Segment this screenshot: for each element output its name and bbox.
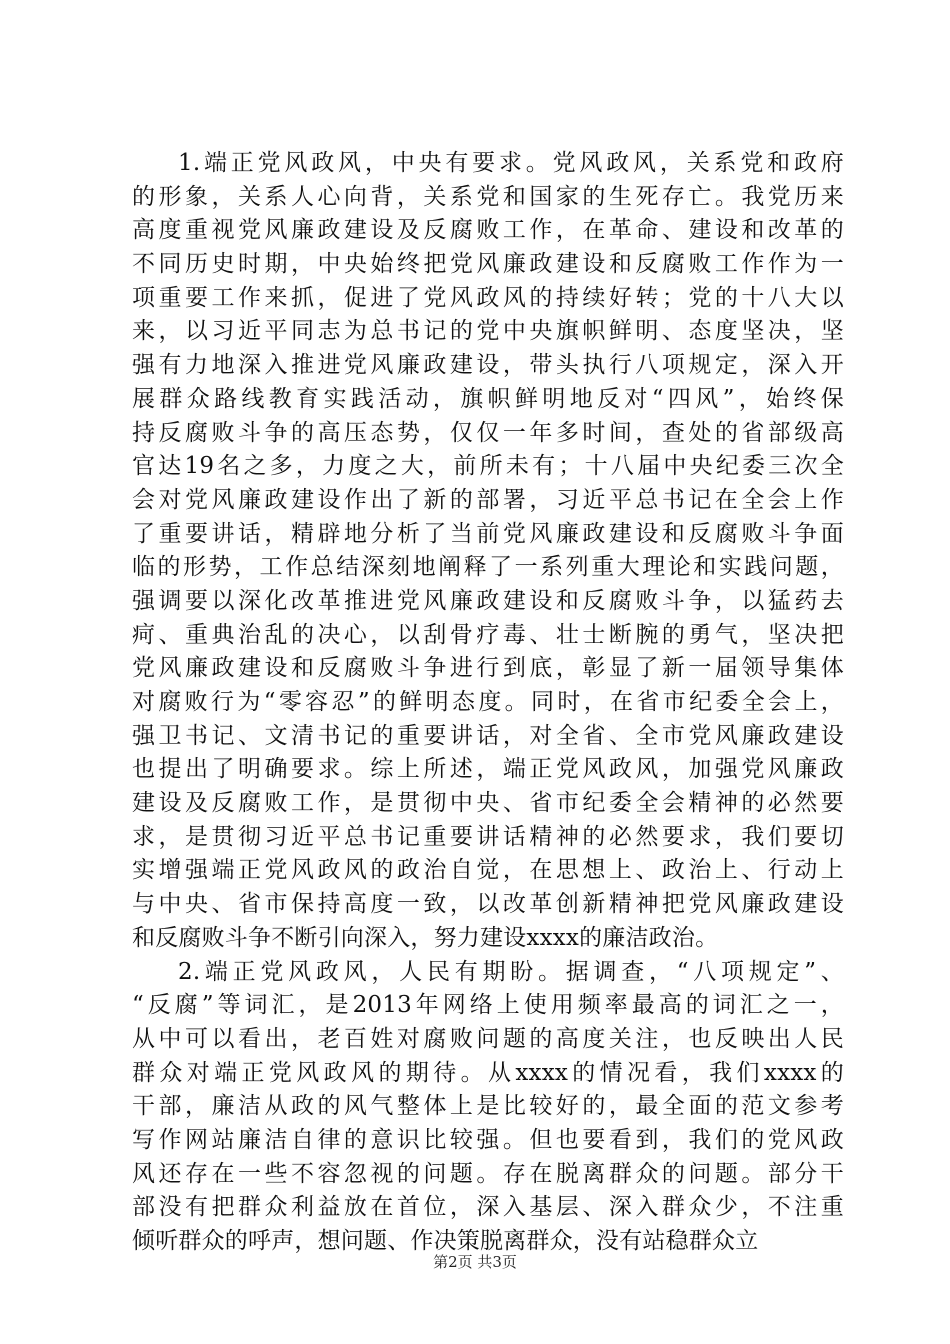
paragraph-1 — [132, 147, 844, 956]
text-line: 临的形势，工作总结深刻地阐释了一系列重大理论和实践问题， — [132, 554, 844, 581]
text-line: 持反腐败斗争的高压态势，仅仅一年多时间，查处的省部级高 — [132, 419, 844, 446]
text-line: 1.端正党风政风，中央有要求。党风政风，关系党和政府 — [178, 150, 844, 176]
text-line: 和反腐败斗争不断引向深入，努力建设xxxx的廉洁政治。 — [132, 924, 719, 951]
text-line: 干部，廉洁从政的风气整体上是比较好的，最全面的范文参考 — [132, 1093, 844, 1120]
text-line: 写作网站廉洁自律的意识比较强。但也要看到，我们的党风政 — [132, 1126, 844, 1153]
text-line: 党风廉政建设和反腐败斗争进行到底，彰显了新一届领导集体 — [132, 655, 844, 682]
text-line: 2.端正党风政风，人民有期盼。据调查，“八项规定”、 — [178, 958, 844, 985]
text-line: 部没有把群众利益放在首位，深入基层、深入群众少，不注重 — [132, 1194, 844, 1221]
text-line: 也提出了明确要求。综上所述，端正党风政风，加强党风廉政 — [132, 756, 844, 783]
paragraph-2 — [132, 956, 844, 1259]
document-body — [132, 147, 844, 1259]
text-line: 来，以习近平同志为总书记的党中央旗帜鲜明、态度坚决，坚 — [132, 318, 844, 345]
text-line: 倾听群众的呼声，想问题、作决策脱离群众，没有站稳群众立 — [132, 1228, 759, 1254]
text-line: 项重要工作来抓，促进了党风政风的持续好转；党的十八大以 — [132, 284, 844, 311]
text-line: 会对党风廉政建设作出了新的部署，习近平总书记在全会上作 — [132, 486, 844, 513]
text-line: 官达19名之多，力度之大，前所未有；十八届中央纪委三次全 — [132, 453, 844, 480]
text-line: 实增强端正党风政风的政治自觉，在思想上、政治上、行动上 — [132, 857, 844, 884]
text-line: “反腐”等词汇，是2013年网络上使用频率最高的词汇之一， — [132, 992, 844, 1019]
text-line: 展群众路线教育实践活动，旗帜鲜明地反对“四风”，始终保 — [132, 385, 844, 412]
text-line: 的形象，关系人心向背，关系党和国家的生死存亡。我党历来 — [132, 183, 844, 210]
text-line: 强卫书记、文清书记的重要讲话，对全省、全市党风廉政建设 — [132, 722, 844, 749]
text-line: 建设及反腐败工作，是贯彻中央、省市纪委全会精神的必然要 — [132, 790, 844, 817]
text-line: 强调要以深化改革推进党风廉政建设和反腐败斗争，以猛药去 — [132, 587, 844, 614]
text-line: 了重要讲话，精辟地分析了当前党风廉政建设和反腐败斗争面 — [132, 520, 844, 547]
text-line: 从中可以看出，老百姓对腐败问题的高度关注，也反映出人民 — [132, 1025, 844, 1052]
text-line: 风还存在一些不容忽视的问题。存在脱离群众的问题。部分干 — [132, 1160, 844, 1187]
text-line: 与中央、省市保持高度一致，以改革创新精神把党风廉政建设 — [132, 891, 844, 918]
text-line: 群众对端正党风政风的期待。从xxxx的情况看，我们xxxx的 — [132, 1059, 844, 1086]
text-line: 对腐败行为“零容忍”的鲜明态度。同时，在省市纪委全会上， — [132, 689, 844, 715]
page-footer: 第2页 共3页 — [433, 1253, 517, 1271]
text-line: 强有力地深入推进党风廉政建设，带头执行八项规定，深入开 — [132, 352, 844, 379]
text-line: 求，是贯彻习近平总书记重要讲话精神的必然要求，我们要切 — [132, 823, 844, 850]
text-line: 不同历史时期，中央始终把党风廉政建设和反腐败工作作为一 — [132, 251, 844, 278]
text-line: 疴、重典治乱的决心，以刮骨疗毒、壮士断腕的勇气，坚决把 — [132, 621, 844, 648]
text-line: 高度重视党风廉政建设及反腐败工作，在革命、建设和改革的 — [132, 217, 844, 244]
